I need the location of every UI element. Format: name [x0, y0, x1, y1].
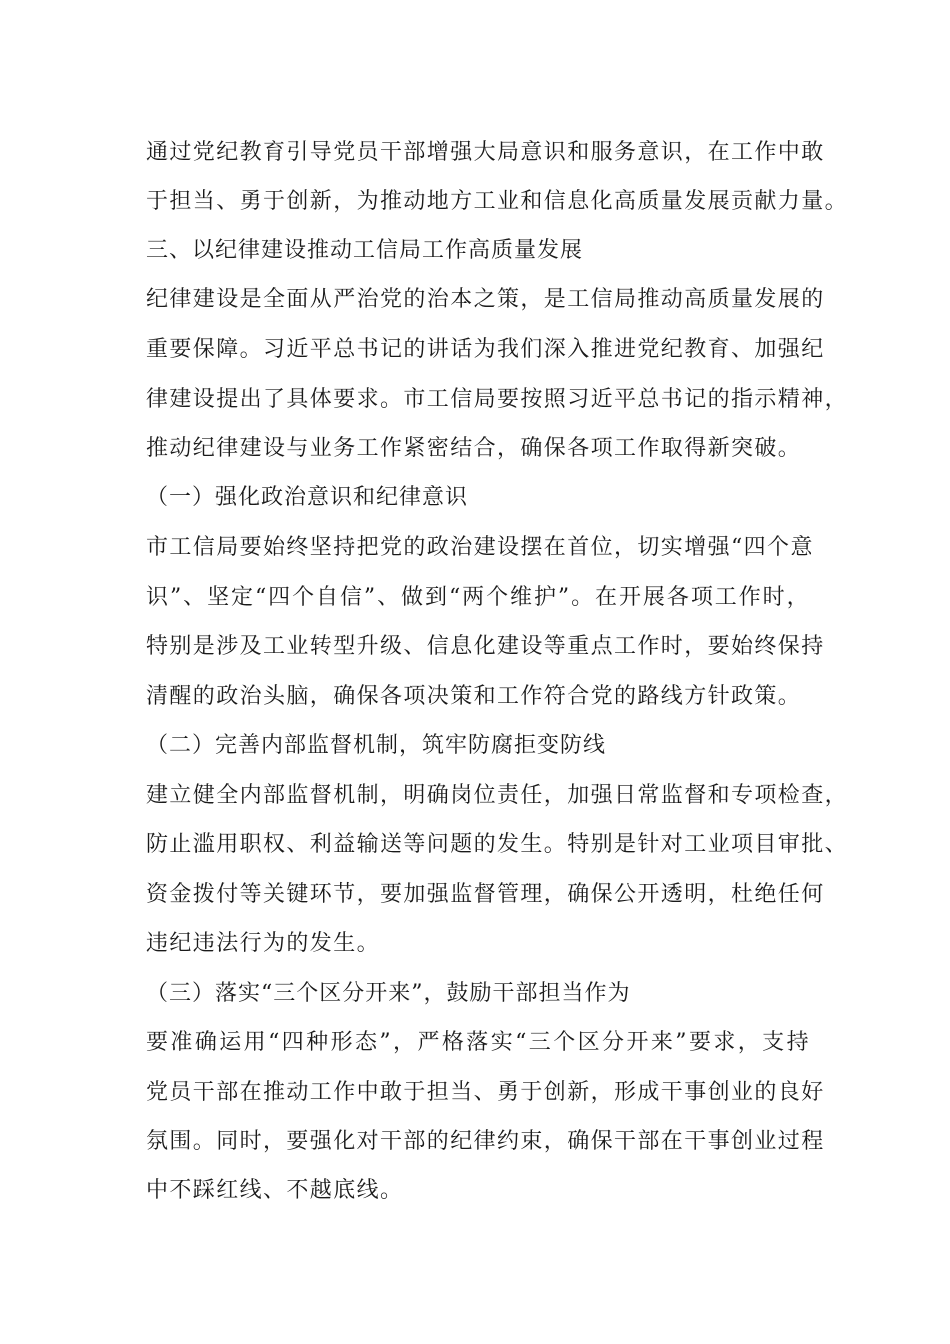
subsection-heading: （三）落实“三个区分开来”，鼓励干部担当作为 — [146, 981, 631, 1006]
paragraph-line: 中不踩红线、不越底线。 — [146, 1178, 404, 1203]
paragraph-line: 通过党纪教育引导党员干部增强大局意识和服务意识，在工作中敢 — [146, 140, 825, 165]
paragraph-line: 资金拨付等关键环节，要加强监督管理，确保公开透明，杜绝任何 — [146, 882, 825, 907]
paragraph-line: 建立健全内部监督机制，明确岗位责任，加强日常监督和专项检查， — [146, 783, 849, 808]
paragraph-line: 识”、坚定“四个自信”、做到“两个维护”。在开展各项工作时， — [146, 585, 810, 610]
paragraph-line: 于担当、勇于创新，为推动地方工业和信息化高质量发展贡献力量。 — [146, 189, 849, 214]
paragraph-line: 要准确运用“四种形态”，严格落实“三个区分开来”要求，支持 — [146, 1030, 810, 1055]
paragraph-line: 纪律建设是全面从严治党的治本之策，是工信局推动高质量发展的 — [146, 287, 825, 312]
section-heading: 三、以纪律建设推动工信局工作高质量发展 — [146, 238, 584, 263]
paragraph-line: 律建设提出了具体要求。市工信局要按照习近平总书记的指示精神， — [146, 387, 849, 412]
paragraph-line: 推动纪律建设与业务工作紧密结合，确保各项工作取得新突破。 — [146, 436, 802, 461]
paragraph-line: 防止滥用职权、利益输送等问题的发生。特别是针对工业项目审批、 — [146, 832, 849, 857]
paragraph-line: 市工信局要始终坚持把党的政治建设摆在首位，切实增强“四个意 — [146, 535, 814, 560]
paragraph-line: 重要保障。习近平总书记的讲话为我们深入推进党纪教育、加强纪 — [146, 337, 825, 362]
paragraph-line: 清醒的政治头脑，确保各项决策和工作符合党的路线方针政策。 — [146, 684, 802, 709]
subsection-heading: （一）强化政治意识和纪律意识 — [146, 485, 469, 510]
paragraph-line: 违纪违法行为的发生。 — [146, 931, 381, 956]
paragraph-line: 党员干部在推动工作中敢于担当、勇于创新，形成干事创业的良好 — [146, 1080, 825, 1105]
subsection-heading: （二）完善内部监督机制，筑牢防腐拒变防线 — [146, 733, 607, 758]
paragraph-line: 特别是涉及工业转型升级、信息化建设等重点工作时，要始终保持 — [146, 634, 825, 659]
paragraph-line: 氛围。同时，要强化对干部的纪律约束，确保干部在干事创业过程 — [146, 1129, 825, 1154]
